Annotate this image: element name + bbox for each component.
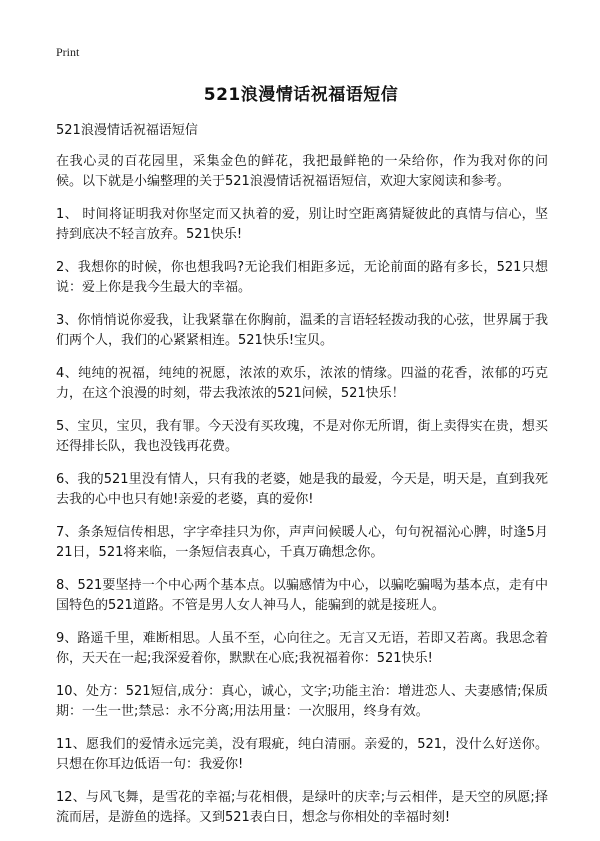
list-item: 1、 时间将证明我对你坚定而又执着的爱，别让时空距离猜疑彼此的真情与信心，坚持到底决不轻言放弃。521快乐!: [56, 207, 548, 242]
list-item: 8、521要坚持一个中心两个基本点。以骗感情为中心，以骗吃骗喝为基本点，走有中国特色的521道路。不管是男人女人神马人，能骗到的就是接班人。: [56, 578, 548, 613]
list-item: 6、我的521里没有情人，只有我的老婆，她是我的最爱，今天是，明天是，直到我死去我的心中也只有她!亲爱的老婆，真的爱你!: [56, 472, 548, 507]
print-link[interactable]: Print: [56, 45, 80, 59]
list-item: 9、路遥千里，难断相思。人虽不至，心向往之。无言又无语，若即又若离。我思念着你，天天在一起;我深爱着你，默默在心底;我祝福着你：521快乐!: [56, 631, 548, 666]
list-item: 3、你悄悄说你爱我，让我紧靠在你胸前，温柔的言语轻轻拨动我的心弦，世界属于我们两个人，我们的心紧紧相连。521快乐!宝贝。: [56, 313, 548, 348]
list-item: 5、宝贝，宝贝，我有罪。今天没有买玫瑰，不是对你无所谓，街上卖得实在贵，想买还得排长队，我也没钱再花费。: [56, 419, 548, 454]
document-subtitle: 521浪漫情话祝福语短信: [56, 123, 198, 138]
list-item: 12、与风飞舞，是雪花的幸福;与花相偎，是绿叶的庆幸;与云相伴，是天空的夙愿;择流而居，是游鱼的选择。又到521表白日，想念与你相处的幸福时刻!: [56, 790, 548, 825]
list-item: 2、我想你的时候，你也想我吗?无论我们相距多远，无论前面的路有多长，521只想说：爱上你是我今生最大的幸福。: [56, 260, 548, 295]
list-item: 10、处方：521短信,成分：真心，诚心，文字;功能主治：增进恋人、夫妻感情;保质期：一生一世;禁忌：永不分离;用法用量：一次服用，终身有效。: [56, 684, 548, 719]
document-body: [56, 121, 548, 841]
list-item: 11、愿我们的爱情永远完美，没有瑕疵，纯白清丽。亲爱的，521，没什么好送你。只想在你耳边低语一句：我爱你!: [56, 737, 548, 772]
list-item: 4、纯纯的祝福，纯纯的祝愿，浓浓的欢乐，浓浓的情缘。四溢的花香，浓郁的巧克力，在这个浪漫的时刻，带去我浓浓的521问候，521快乐！: [56, 366, 548, 401]
list-item: 7、条条短信传相思，字字牵挂只为你，声声问候暖人心，句句祝福沁心脾，时逢5月21日，521将来临，一条短信表真心，千真万确想念你。: [56, 525, 548, 560]
intro-paragraph: 在我心灵的百花园里，采集金色的鲜花，我把最鲜艳的一朵给你，作为我对你的问候。以下就是小编整理的关于521浪漫情话祝福语短信，欢迎大家阅读和参考。: [56, 154, 548, 189]
page-title: 521浪漫情话祝福语短信: [203, 85, 399, 105]
